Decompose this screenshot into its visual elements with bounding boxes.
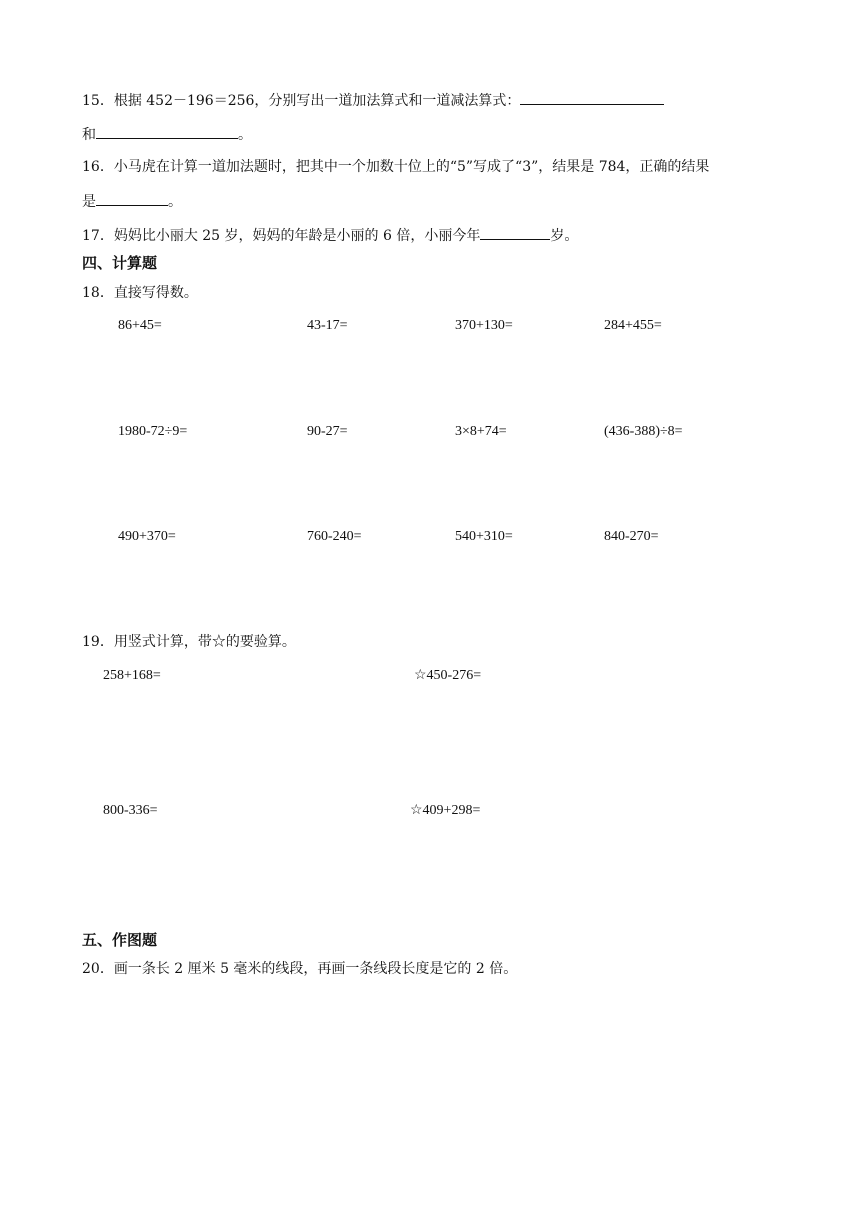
question-19-title: 19．用竖式计算，带☆的要验算。 <box>82 634 296 650</box>
answer-blank-15a[interactable] <box>520 90 664 105</box>
calc-item: 43-17= <box>307 318 348 333</box>
calc-item: 490+370= <box>118 529 176 544</box>
calc-item: 840-270= <box>604 529 659 544</box>
calc-item: 1980-72÷9= <box>118 424 188 439</box>
question-15-line2 <box>82 124 252 145</box>
vertical-calc-item: ☆450-276= <box>414 668 482 683</box>
calc-item: 284+455= <box>604 318 662 333</box>
vertical-calc-item: 800-336= <box>103 803 158 818</box>
question-15-and: 和 <box>82 127 96 143</box>
question-20: 20．画一条长 2 厘米 5 毫米的线段，再画一条线段长度是它的 2 倍。 <box>82 961 518 977</box>
calc-item: 760-240= <box>307 529 362 544</box>
question-15 <box>82 90 664 111</box>
question-16-line2 <box>82 191 182 212</box>
question-18-title: 18．直接写得数。 <box>82 285 198 301</box>
question-16-is: 是 <box>82 194 96 210</box>
answer-blank-16[interactable] <box>96 191 168 206</box>
calc-item: (436-388)÷8= <box>604 424 683 439</box>
answer-blank-15b[interactable] <box>96 124 238 139</box>
calc-item: 86+45= <box>118 318 162 333</box>
vertical-calc-item: 258+168= <box>103 668 161 683</box>
question-16-end: 。 <box>168 194 182 210</box>
section-4-heading: 四、计算题 <box>82 254 158 272</box>
question-17 <box>82 225 578 246</box>
question-16-text: 16．小马虎在计算一道加法题时，把其中一个加数十位上的“5”写成了“3”，结果是 784，正确的结果 <box>82 159 710 175</box>
calc-item: 3×8+74= <box>455 424 507 439</box>
calc-item: 370+130= <box>455 318 513 333</box>
calc-item: 90-27= <box>307 424 348 439</box>
question-17-unit: 岁。 <box>550 228 579 244</box>
vertical-calc-item: ☆409+298= <box>410 803 481 818</box>
question-16 <box>82 157 709 177</box>
section-5-heading: 五、作图题 <box>82 931 158 949</box>
question-15-text: 15．根据 452－196＝256，分别写出一道加法算式和一道减法算式： <box>82 93 521 109</box>
question-17-text: 17．妈妈比小丽大 25 岁，妈妈的年龄是小丽的 6 倍，小丽今年 <box>82 228 481 244</box>
calc-item: 540+310= <box>455 529 513 544</box>
question-15-end: 。 <box>238 127 252 143</box>
answer-blank-17[interactable] <box>480 225 550 240</box>
